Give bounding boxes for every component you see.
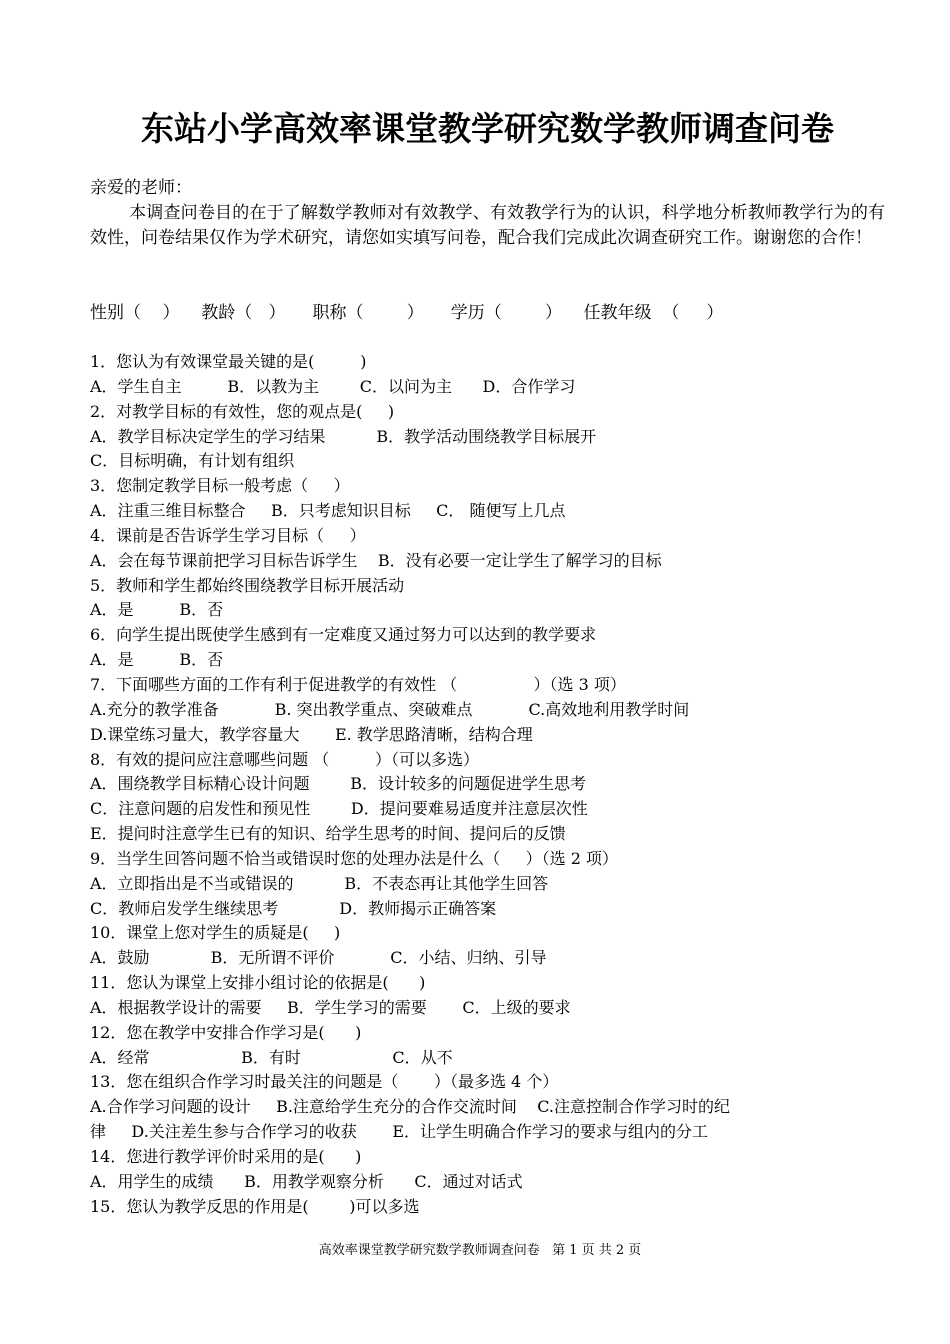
question-line: 3．您制定教学目标一般考虑（ ） <box>90 476 350 496</box>
question-line: 14．您进行教学评价时采用的是( ) <box>90 1147 362 1166</box>
page-footer: 高效率课堂教学研究数学教师调查问卷 第 1 页 共 2 页 <box>318 1243 642 1258</box>
respondent-info-line: 性别（ ） 教龄（ ） 职称（ ） 学历（ ） 任教年级 （ ） <box>90 303 724 323</box>
intro-paragraph: 本调查问卷目的在于了解数学教师对有效教学、有效教学行为的认识，科学地分析教师教学行为的有效性，问卷结果仅作为学术研究，请您如实填写问卷，配合我们完成此次调查研究工作。谢谢您的合作！ <box>90 203 885 248</box>
option-line: A．围绕教学目标精心设计问题 B．设计较多的问题促进学生思考 <box>90 774 587 794</box>
question-line: 4．课前是否告诉学生学习目标（ ） <box>90 525 366 545</box>
option-line: C．注意问题的启发性和预见性 D．提问要难易适度并注意层次性 <box>90 799 588 819</box>
option-line: A．教学目标决定学生的学习结果 B．教学活动围绕教学目标展开 <box>90 426 597 446</box>
option-line: A．经常 B．有时 C．从不 <box>90 1047 453 1067</box>
question-list <box>90 350 890 1220</box>
question-line: 9．当学生回答问题不恰当或错误时您的处理办法是什么（ ）（选 2 项） <box>90 848 618 868</box>
option-line: A．用学生的成绩 B．用教学观察分析 C．通过对话式 <box>90 1171 523 1191</box>
option-line: A.充分的教学准备 B. 突出教学重点、突破难点 C.高效地利用教学时间 <box>90 699 690 719</box>
option-line: A．是 B．否 <box>90 600 224 620</box>
option-line: D.课堂练习量大，教学容量大 E. 教学思路清晰，结构合理 <box>90 724 533 744</box>
option-line: 律 D.关注差生参与合作学习的收获 E．让学生明确合作学习的要求与组内的分工 <box>90 1122 709 1142</box>
question-line: 5．教师和学生都始终围绕教学目标开展活动 <box>90 575 405 595</box>
option-line: A．根据教学设计的需要 B．学生学习的需要 C．上级的要求 <box>90 997 571 1017</box>
greeting: 亲爱的老师： <box>90 178 192 198</box>
question-line: 6．向学生提出既使学生感到有一定难度又通过努力可以达到的教学要求 <box>90 625 597 645</box>
option-line: C．目标明确，有计划有组织 <box>90 451 295 471</box>
option-line: A．是 B．否 <box>90 650 224 670</box>
question-line: 1．您认为有效课堂最关键的是( ) <box>90 352 367 371</box>
option-line: A．注重三维目标整合 B．只考虑知识目标 C． 随便写上几点 <box>90 501 566 521</box>
page-title: 东站小学高效率课堂教学研究数学教师调查问卷 <box>141 109 834 148</box>
question-line: 8．有效的提问应注意哪些问题 （ ）（可以多选） <box>90 749 480 769</box>
option-line: C．教师启发学生继续思考 D．教师揭示正确答案 <box>90 898 497 918</box>
option-line: A．鼓励 B．无所谓不评价 C．小结、归纳、引导 <box>90 948 547 968</box>
option-line: A．立即指出是不当或错误的 B．不表态再让其他学生回答 <box>90 873 549 893</box>
question-line: 2．对教学目标的有效性，您的观点是( ) <box>90 401 395 421</box>
question-line: 12．您在教学中安排合作学习是( ) <box>90 1022 362 1042</box>
question-line: 13．您在组织合作学习时最关注的问题是（ ）（最多选 4 个） <box>90 1072 559 1092</box>
question-line: 7．下面哪些方面的工作有利于促进教学的有效性 （ ）（选 3 项） <box>90 674 626 694</box>
question-line: 10．课堂上您对学生的质疑是( ) <box>90 923 341 943</box>
option-line: A．学生自主 B．以教为主 C．以问为主 D．合作学习 <box>90 376 576 396</box>
option-line: E．提问时注意学生已有的知识、给学生思考的时间、提问后的反馈 <box>90 824 566 844</box>
question-line: 15．您认为教学反思的作用是( )可以多选 <box>90 1196 420 1216</box>
option-line: A．会在每节课前把学习目标告诉学生 B．没有必要一定让学生了解学习的目标 <box>90 550 662 570</box>
option-line: A.合作学习问题的设计 B.注意给学生充分的合作交流时间 C.注意控制合作学习时的纪 <box>90 1097 731 1117</box>
question-line: 11．您认为课堂上安排小组讨论的依据是( ) <box>90 973 426 993</box>
